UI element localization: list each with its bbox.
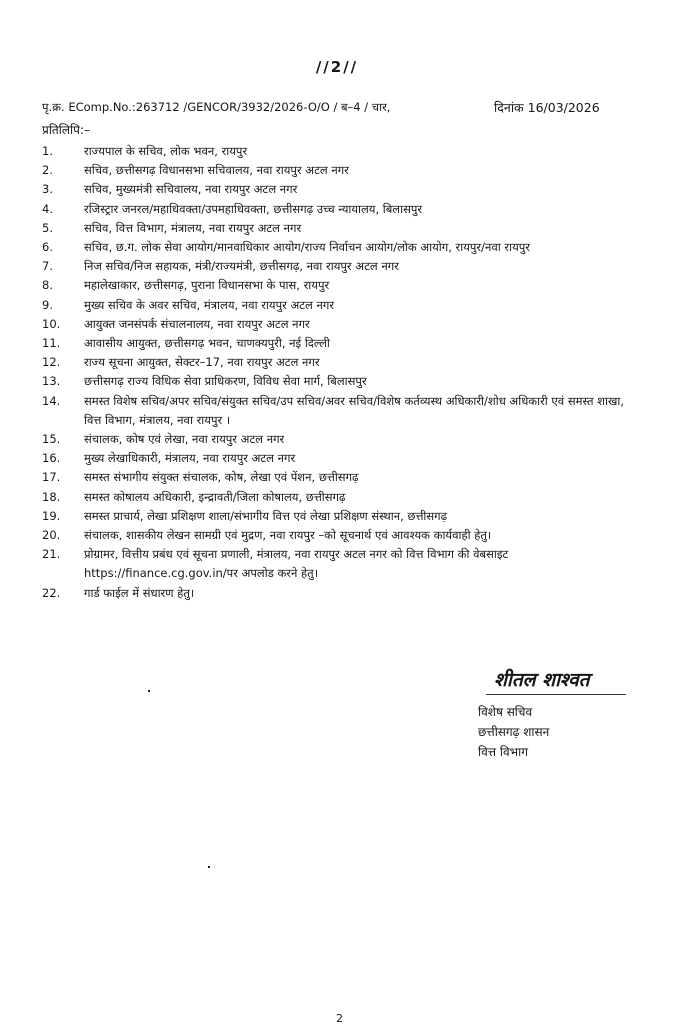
signatory-block xyxy=(478,702,549,762)
page-number: //2// xyxy=(315,58,359,76)
recipient-text: मुख्य लेखाधिकारी, मंत्रालय, नवा रायपुर अटल नगर xyxy=(84,451,296,466)
recipient-item xyxy=(42,545,642,583)
recipient-item xyxy=(42,372,642,391)
recipient-number: 9. xyxy=(42,297,53,312)
recipient-number: 20. xyxy=(42,528,61,543)
recipient-text: संचालक, शासकीय लेखन सामग्री एवं मुद्रण, नवा रायपुर –को सूचनार्थ एवं आवश्यक कार्यवाही हेतु। xyxy=(84,528,492,543)
recipient-number: 17. xyxy=(42,470,61,485)
recipient-number: 15. xyxy=(42,432,61,447)
recipient-item xyxy=(42,276,642,295)
recipient-number: 13. xyxy=(42,374,61,389)
recipient-text: राज्य सूचना आयुक्त, सेक्टर–17, नवा रायपुर अटल नगर xyxy=(84,355,320,370)
recipient-item xyxy=(42,161,642,180)
recipient-text: मुख्य सचिव के अवर सचिव, मंत्रालय, नवा रायपुर अटल नगर xyxy=(84,297,335,312)
handwritten-signature: शीतल शाश्वत xyxy=(494,669,590,691)
recipient-text: सचिव, मुख्यमंत्री सचिवालय, नवा रायपुर अटल नगर xyxy=(84,182,298,197)
recipient-number: 18. xyxy=(42,489,61,504)
recipient-text: समस्त प्राचार्य, लेखा प्रशिक्षण शाला/संभागीय वित्त एवं लेखा प्रशिक्षण संस्थान, छत्तीसगढ़ xyxy=(84,508,448,523)
recipient-item xyxy=(42,584,642,603)
designation: विशेष सचिव xyxy=(478,705,533,719)
recipient-text: रजिस्ट्रार जनरल/महाधिवक्ता/उपमहाधिवक्ता, छत्तीसगढ़ उच्च न्यायालय, बिलासपुर xyxy=(84,201,423,216)
document-date: दिनांक 16/03/2026 xyxy=(494,100,600,115)
recipient-number: 22. xyxy=(42,585,61,600)
recipient-item xyxy=(42,449,642,468)
recipient-item xyxy=(42,392,642,430)
recipient-list xyxy=(42,142,642,603)
signature-underline xyxy=(486,694,626,695)
recipient-item xyxy=(42,180,642,199)
recipient-item xyxy=(42,200,642,219)
department-name: वित्त विभाग xyxy=(478,745,528,759)
recipient-item xyxy=(42,315,642,334)
recipient-item xyxy=(42,142,642,161)
recipient-text: महालेखाकार, छत्तीसगढ़, पुराना विधानसभा के पास, रायपुर xyxy=(84,278,330,293)
recipient-number: 14. xyxy=(42,393,61,408)
recipient-text: प्रोग्रामर, वित्तीय प्रबंध एवं सूचना प्रणाली, मंत्रालय, नवा रायपुर अटल नगर को वित्त विभाग की वेबसाइट https://finance.cg.gov.in/पर अपलोड करने हेतु। xyxy=(84,547,509,581)
copy-to-heading: प्रतिलिपि:– xyxy=(42,123,90,137)
scan-speck xyxy=(208,866,210,868)
recipient-item xyxy=(42,219,642,238)
recipient-number: 1. xyxy=(42,144,53,158)
recipient-item xyxy=(42,296,642,315)
recipient-number: 10. xyxy=(42,316,61,331)
recipient-item xyxy=(42,430,642,449)
recipient-text: सचिव, वित्त विभाग, मंत्रालय, नवा रायपुर अटल नगर xyxy=(84,220,302,235)
recipient-item xyxy=(42,353,642,372)
recipient-item xyxy=(42,334,642,353)
recipient-number: 2. xyxy=(42,163,53,178)
recipient-text: समस्त संभागीय संयुक्त संचालक, कोष, लेखा एवं पेंशन, छत्तीसगढ़ xyxy=(84,470,359,485)
recipient-item xyxy=(42,468,642,487)
recipient-text: राज्यपाल के सचिव, लोक भवन, रायपुर xyxy=(84,144,248,158)
recipient-text: गार्ड फाईल में संधारण हेतु। xyxy=(84,585,195,600)
recipient-text: समस्त विशेष सचिव/अपर सचिव/संयुक्त सचिव/उप सचिव/अवर सचिव/विशेष कर्तव्यस्थ अधिकारी/शोध अधिकारी एवं समस्त शाखा, वित्त विभाग, मंत्रालय, नवा रायपुर । xyxy=(84,393,624,427)
recipient-text: निज सचिव/निज सहायक, मंत्री/राज्यमंत्री, छत्तीसगढ़, नवा रायपुर अटल नगर xyxy=(84,259,399,274)
recipient-text: आवासीय आयुक्त, छत्तीसगढ़ भवन, चाणक्यपुरी, नई दिल्ली xyxy=(84,336,330,351)
recipient-item xyxy=(42,507,642,526)
recipient-number: 11. xyxy=(42,336,61,351)
recipient-item xyxy=(42,257,642,276)
recipient-number: 3. xyxy=(42,182,53,197)
recipient-number: 7. xyxy=(42,259,53,274)
recipient-text: सचिव, छत्तीसगढ़ विधानसभा सचिवालय, नवा रायपुर अटल नगर xyxy=(84,163,349,178)
government-name: छत्तीसगढ़ शासन xyxy=(478,725,550,739)
recipient-text: सचिव, छ.ग. लोक सेवा आयोग/मानवाधिकार आयोग/राज्य निर्वाचन आयोग/लोक आयोग, रायपुर/नवा रायपुर xyxy=(84,240,530,255)
scan-speck xyxy=(148,690,150,692)
recipient-number: 19. xyxy=(42,508,61,523)
recipient-item xyxy=(42,526,642,545)
recipient-text: संचालक, कोष एवं लेखा, नवा रायपुर अटल नगर xyxy=(84,432,285,447)
recipient-text: आयुक्त जनसंपर्क संचालनालय, नवा रायपुर अटल नगर xyxy=(84,316,310,331)
recipient-number: 12. xyxy=(42,355,61,370)
recipient-number: 21. xyxy=(42,547,61,562)
recipient-number: 6. xyxy=(42,240,53,255)
recipient-text: समस्त कोषालय अधिकारी, इन्द्रावती/जिला कोषालय, छत्तीसगढ़ xyxy=(84,489,346,504)
recipient-number: 4. xyxy=(42,201,53,216)
recipient-item xyxy=(42,238,642,257)
bottom-page-mark: 2 xyxy=(336,1012,343,1025)
recipient-number: 5. xyxy=(42,220,53,235)
reference-number: पृ.क्र. EComp.No.:263712 /GENCOR/3932/2026-O/O / ब–4 / चार, xyxy=(42,100,391,114)
recipient-item xyxy=(42,488,642,507)
recipient-number: 16. xyxy=(42,451,61,466)
recipient-text: छत्तीसगढ़ राज्य विधिक सेवा प्राधिकरण, विविध सेवा मार्ग, बिलासपुर xyxy=(84,374,367,389)
recipient-number: 8. xyxy=(42,278,53,293)
